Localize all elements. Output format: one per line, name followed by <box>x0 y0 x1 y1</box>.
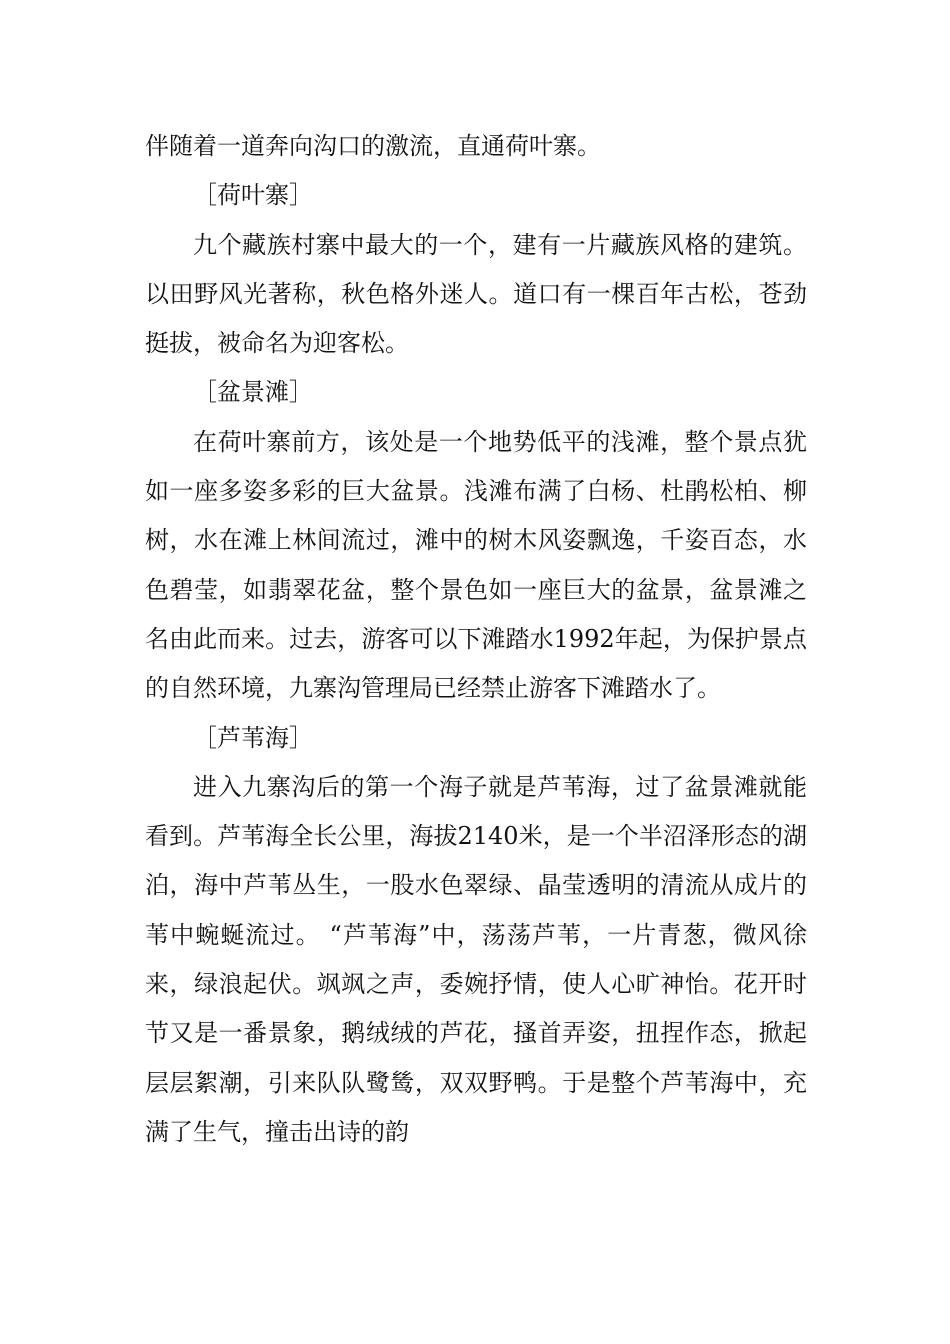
paragraph-continued: 伴随着一道奔向沟口的激流，直通荷叶寨。 <box>145 132 601 160</box>
document-page <box>145 122 807 1157</box>
section-heading-penjingtan: ［盆景滩］ <box>193 378 313 407</box>
section-heading-heyezhai: ［荷叶寨］ <box>193 181 313 210</box>
paragraph-luweihai: 进入九寨沟后的第一个海子就是芦苇海，过了盆景滩就能看到。芦苇海全长公里，海拔2140米，是一个半沼泽形态的湖泊，海中芦苇丛生，一股水色翠绿、晶莹透明的清流从成片的苇中蜿蜒流过。 “芦苇海”中，荡荡芦苇，一片青葱，微风徐来，绿浪起伏。飒飒之声，委婉抒情，使人心旷神怡。花开时节又是一番景象，鹅绒绒的芦花，搔首弄姿，扭捏作态，掀起层层絮潮，引来队队鹭鸶，双双野鸭。于是整个芦苇海中，充满了生气，撞击出诗的韵 <box>145 772 807 1146</box>
paragraph-penjingtan: 在荷叶寨前方，该处是一个地势低平的浅滩，整个景点犹如一座多姿多彩的巨大盆景。浅滩布满了白杨、杜鹃松柏、柳树，水在滩上林间流过，滩中的树木风姿飘逸，千姿百态，水色碧莹，如翡翠花盆，整个景色如一座巨大的盆景，盆景滩之名由此而来。过去，游客可以下滩踏水1992年起，为保护景点的自然环境，九寨沟管理局已经禁止游客下滩踏水了。 <box>145 427 807 703</box>
paragraph-heyezhai: 九个藏族村寨中最大的一个，建有一片藏族风格的建筑。以田野风光著称，秋色格外迷人。道口有一棵百年古松，苍劲挺拔，被命名为迎客松。 <box>145 230 807 358</box>
section-heading-luweihai: ［芦苇海］ <box>193 723 313 752</box>
